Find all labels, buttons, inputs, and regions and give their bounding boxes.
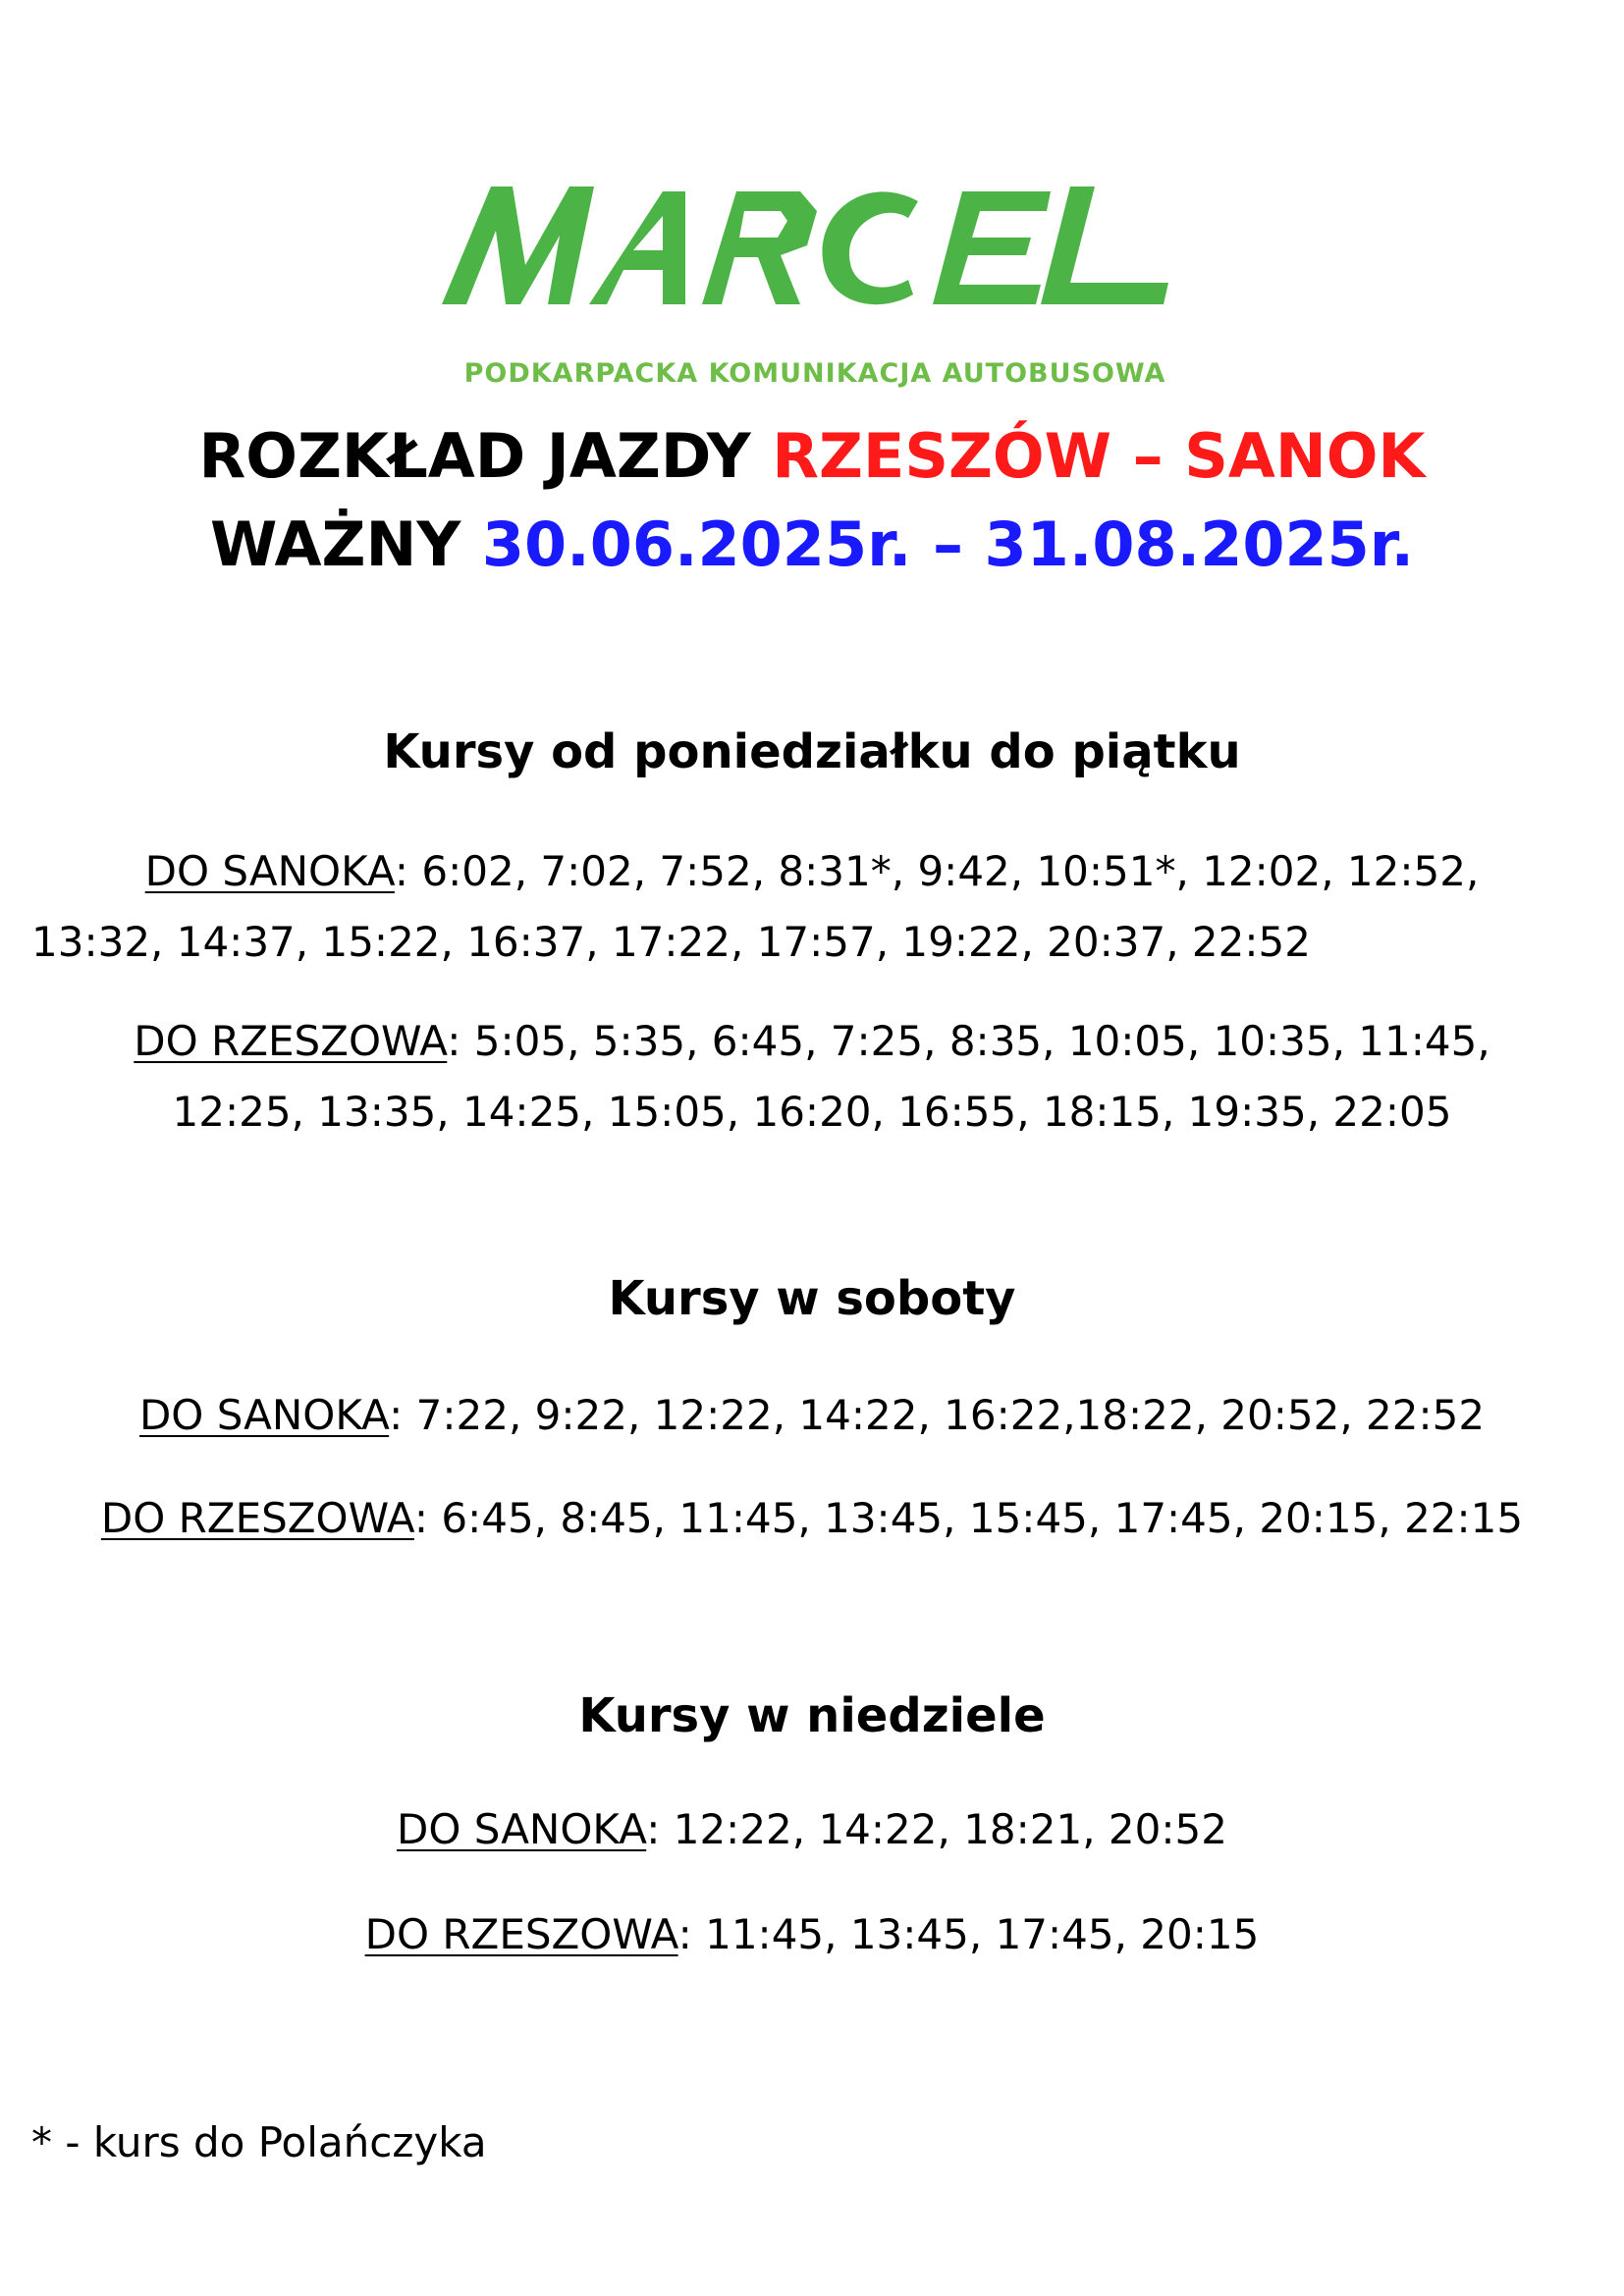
schedule-line: [0, 836, 1624, 907]
destination-label: DO SANOKA: [144, 847, 395, 895]
departure-times: : 7:22, 9:22, 12:22, 14:22, 16:22,18:22, 20:52, 22:52: [389, 1391, 1486, 1439]
schedule-row-weekdays-to-sanok: [0, 836, 1624, 978]
title-line-1: [0, 420, 1624, 492]
schedule-row-saturdays-to-sanok: [0, 1380, 1624, 1451]
logo-subtitle: PODKARPACKA KOMUNIKACJA AUTOBUSOWA: [463, 358, 1166, 389]
destination-label: DO RZESZOWA: [100, 1494, 414, 1542]
departure-times-continued: 13:32, 14:37, 15:22, 16:37, 17:22, 17:57, 19:22, 20:37, 22:52: [31, 918, 1311, 966]
marcel-logo-graphic: [422, 157, 1208, 353]
schedule-line: [0, 1483, 1624, 1554]
schedule-row-saturdays-to-rzeszow: [0, 1483, 1624, 1554]
section-heading-weekdays: Kursy od poniedziałku do piątku: [383, 724, 1241, 779]
departure-times: : 11:45, 13:45, 17:45, 20:15: [677, 1910, 1260, 1958]
company-logo: [422, 157, 1208, 402]
destination-label: DO RZESZOWA: [134, 1017, 448, 1065]
footnote: * - kurs do Polańczyka: [31, 2118, 487, 2166]
validity-dates: 30.06.2025r. – 31.08.2025r.: [481, 508, 1415, 580]
departure-times: : 12:22, 14:22, 18:21, 20:52: [646, 1805, 1227, 1853]
departure-times-continued: 12:25, 13:35, 14:25, 15:05, 16:20, 16:55, 18:15, 19:35, 22:05: [172, 1088, 1452, 1136]
schedule-line: [0, 1006, 1624, 1077]
title-label: ROZKŁAD JAZDY: [198, 420, 751, 492]
validity-label: WAŻNY: [209, 508, 461, 580]
destination-label: DO RZESZOWA: [364, 1910, 678, 1958]
schedule-row-sundays-to-sanok: [0, 1794, 1624, 1865]
title-line-2: [0, 508, 1624, 580]
schedule-row-sundays-to-rzeszow: [0, 1899, 1624, 1970]
destination-label: DO SANOKA: [138, 1391, 390, 1439]
schedule-line: [0, 1899, 1624, 1970]
departure-times: : 5:05, 5:35, 6:45, 7:25, 8:35, 10:05, 10:35, 11:45,: [447, 1017, 1490, 1065]
section-heading-saturdays: Kursy w soboty: [608, 1271, 1016, 1326]
schedule-line: [0, 1794, 1624, 1865]
schedule-row-weekdays-to-rzeszow: [0, 1006, 1624, 1148]
schedule-line: [0, 1380, 1624, 1451]
route-name: RZESZÓW – SANOK: [772, 420, 1426, 492]
destination-label: DO SANOKA: [397, 1805, 647, 1853]
section-heading-sundays: Kursy w niedziele: [578, 1688, 1046, 1743]
departure-times: : 6:02, 7:02, 7:52, 8:31*, 9:42, 10:51*, 12:02, 12:52,: [394, 847, 1480, 895]
departure-times: : 6:45, 8:45, 11:45, 13:45, 15:45, 17:45, 20:15, 22:15: [413, 1494, 1524, 1542]
